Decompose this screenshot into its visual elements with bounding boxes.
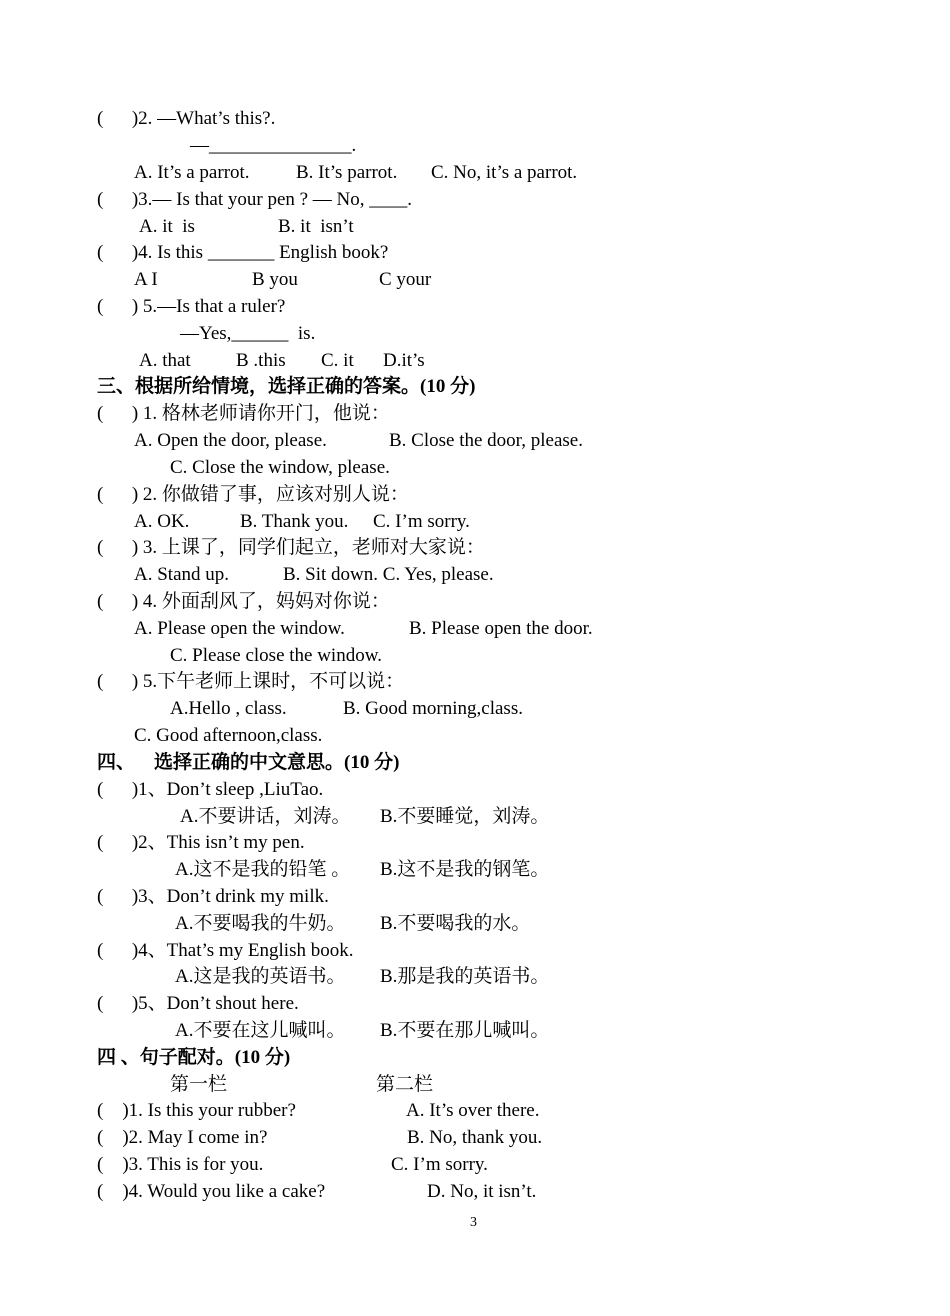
s3-q1-option-a: A. Open the door, please. xyxy=(134,430,327,451)
s4-q4-option-a: A.这是我的英语书。 xyxy=(175,966,346,987)
q3-option-a: A. it is xyxy=(139,216,195,237)
s3-q1-option-b: B. Close the door, please. xyxy=(389,430,583,451)
q5-option-d: D.it’s xyxy=(383,350,425,371)
match-right-2: B. No, thank you. xyxy=(407,1127,543,1148)
s3-q5-option-c: C. Good afternoon,class. xyxy=(134,725,323,746)
s4-q3-option-a: A.不要喝我的牛奶。 xyxy=(175,913,346,934)
s4-q5-option-b: B.不要在那儿喊叫。 xyxy=(380,1020,550,1041)
q2-option-b: B. It’s parrot. xyxy=(296,162,398,183)
q4-stem: ( )4. Is this _______ English book? xyxy=(97,242,389,263)
s3-q2-option-b: B. Thank you. xyxy=(240,511,349,532)
s4-q5-stem: ( )5、Don’t shout here. xyxy=(97,993,299,1014)
s3-q2-stem: ( ) 2. 你做错了事，应该对别人说： xyxy=(97,484,409,505)
s4-q3-stem: ( )3、Don’t drink my milk. xyxy=(97,886,329,907)
s4-q2-option-a: A.这不是我的铅笔 。 xyxy=(175,859,351,880)
q4-option-a: A I xyxy=(134,269,158,290)
q5-option-b: B .this xyxy=(236,350,286,371)
q2-stem: ( )2. —What’s this?. xyxy=(97,108,276,129)
page-number: 3 xyxy=(470,1215,477,1230)
s3-q4-stem: ( ) 4. 外面刮风了，妈妈对你说： xyxy=(97,591,390,612)
s3-q3-option-bc: B. Sit down. C. Yes, please. xyxy=(283,564,494,585)
match-left-1: ( )1. Is this your rubber? xyxy=(97,1100,296,1121)
q5-option-a: A. that xyxy=(139,350,191,371)
s3-q5-option-b: B. Good morning,class. xyxy=(343,698,523,719)
s3-q4-option-b: B. Please open the door. xyxy=(409,618,593,639)
q2-option-c: C. No, it’s a parrot. xyxy=(431,162,578,183)
s4-q4-option-b: B.那是我的英语书。 xyxy=(380,966,550,987)
s3-q3-stem: ( ) 3. 上课了，同学们起立，老师对大家说： xyxy=(97,537,485,558)
column2-header: 第二栏 xyxy=(376,1074,434,1095)
column1-header: 第一栏 xyxy=(170,1074,228,1095)
q3-option-b: B. it isn’t xyxy=(278,216,354,237)
s4-q1-option-b: B.不要睡觉，刘涛。 xyxy=(380,806,550,827)
match-right-4: D. No, it isn’t. xyxy=(427,1181,537,1202)
s4-q2-option-b: B.这不是我的钢笔。 xyxy=(380,859,550,880)
q2-option-a: A. It’s a parrot. xyxy=(134,162,250,183)
section5-heading: 四 、句子配对。(10 分) xyxy=(97,1047,291,1068)
s4-q5-option-a: A.不要在这儿喊叫。 xyxy=(175,1020,346,1041)
s3-q2-option-c: C. I’m sorry. xyxy=(373,511,470,532)
match-left-4: ( )4. Would you like a cake? xyxy=(97,1181,326,1202)
q5-answer-blank: —Yes,______ is. xyxy=(180,323,316,344)
section3-heading: 三、根据所给情境，选择正确的答案。(10 分) xyxy=(97,376,476,397)
s4-q3-option-b: B.不要喝我的水。 xyxy=(380,913,531,934)
match-left-2: ( )2. May I come in? xyxy=(97,1127,268,1148)
q5-option-c: C. it xyxy=(321,350,354,371)
s4-q2-stem: ( )2、This isn’t my pen. xyxy=(97,832,305,853)
q5-stem: ( ) 5.—Is that a ruler? xyxy=(97,296,286,317)
s3-q1-stem: ( ) 1. 格林老师请你开门，他说： xyxy=(97,403,390,424)
s4-q1-stem: ( )1、Don’t sleep ,LiuTao. xyxy=(97,779,324,800)
s4-q1-option-a: A.不要讲话，刘涛。 xyxy=(180,806,351,827)
s3-q4-option-a: A. Please open the window. xyxy=(134,618,345,639)
match-right-1: A. It’s over there. xyxy=(406,1100,540,1121)
s3-q3-option-a: A. Stand up. xyxy=(134,564,229,585)
q4-option-c: C your xyxy=(379,269,432,290)
q2-answer-blank: —_______________. xyxy=(190,135,357,156)
q3-stem: ( )3.— Is that your pen ? — No, ____. xyxy=(97,189,413,210)
s4-q4-stem: ( )4、That’s my English book. xyxy=(97,940,354,961)
s3-q1-option-c: C. Close the window, please. xyxy=(170,457,390,478)
s3-q4-option-c: C. Please close the window. xyxy=(170,645,382,666)
s3-q5-stem: ( ) 5.下午老师上课时，不可以说： xyxy=(97,671,405,692)
section4-heading: 四、 选择正确的中文意思。(10 分) xyxy=(97,752,400,773)
match-right-3: C. I’m sorry. xyxy=(391,1154,488,1175)
q4-option-b: B you xyxy=(252,269,298,290)
match-left-3: ( )3. This is for you. xyxy=(97,1154,264,1175)
s3-q5-option-a: A.Hello , class. xyxy=(170,698,287,719)
s3-q2-option-a: A. OK. xyxy=(134,511,190,532)
